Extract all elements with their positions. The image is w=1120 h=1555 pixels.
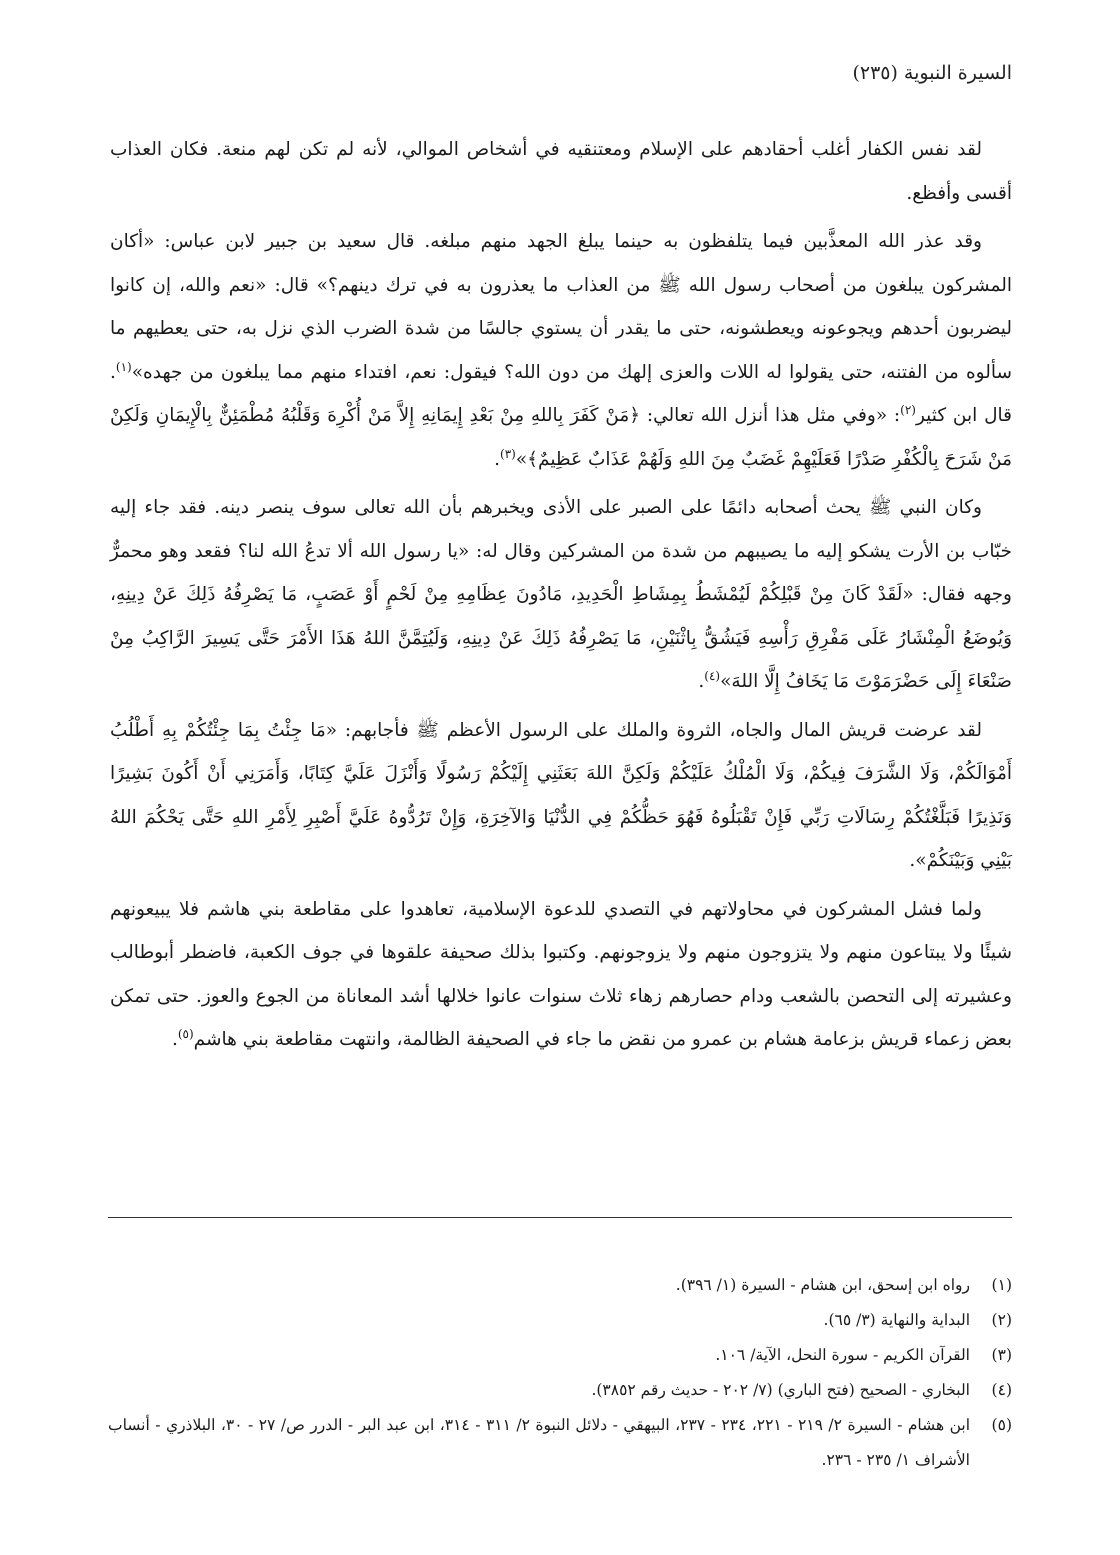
footnote-ref-2[interactable]: (٢) — [900, 402, 916, 417]
footnote-number: (٤) — [991, 1381, 1012, 1399]
footnote-number: (١) — [991, 1276, 1012, 1294]
footnote-item — [108, 1408, 1012, 1478]
footnote-ref-1[interactable]: (١) — [115, 359, 132, 374]
paragraph-2-tail: : «وفي مثل هذا أنزل الله تعالي: ﴿مَنْ كَفَرَ بِاللهِ مِنْ بَعْدِ إِيمَانِهِ إِلاَّ مَنْ أُكْرِهَ وَقَلْبُهُ مُطْمَئِنٌّ بِالْإِيمَانِ وَلَكِنْ مَنْ شَرَحَ بِالْكُفْرِ صَدْرًا فَعَلَيْهِمْ غَضَبٌ مِنَ اللهِ وَلَهُمْ عَذَابٌ عَظِيمٌ﴾» — [110, 405, 1012, 470]
paragraph-3-text: وكان النبي ﷺ يحث أصحابه دائمًا على الصبر على الأذى ويخبرهم بأن الله تعالى سوف ينصر دينه. فقد جاء إليه خبّاب بن الأرت يشكو إليه ما يصيبهم من شدة من المشركين وقال له: «يا رسول الله ألا تدعُ الله لنا؟ فقعد وهو محمرٌّ وجهه فقال: «لَقَدْ كَانَ مِنْ قَبْلِكُمْ لَيُمْشَطُ بِمِشَاطِ الْحَدِيدِ، مَادُونَ عِظَامِهِ مِنْ لَحْمٍ أَوْ عَصَبٍ، مَا يَصْرِفُهُ ذَلِكَ عَنْ دِينِهِ، وَيُوضَعُ الْمِنْشَارُ عَلَى مَفْرِقِ رَأْسِهِ فَيَشُقُّ بِاثْنَيْنِ، مَا يَصْرِفُهُ ذَلِكَ عَنْ دِينِهِ، وَلَيُتِمَّنَّ اللهُ هَذَا الأَمْرَ حَتَّى يَسِيرَ الرَّاكِبُ مِنْ صَنْعَاءَ إِلَى حَضْرَمَوْتَ مَا يَخَافُ إِلَّا اللهَ» — [110, 497, 1012, 692]
footnote-item — [108, 1268, 1012, 1303]
footnote-text: ابن هشام - السيرة ٢/ ٢١٩ - ٢٢١، ٢٣٤ - ٢٣٧، البيهقي - دلائل النبوة ٢/ ٣١١ - ٣١٤، ابن عبد البر - الدرر ص/ ٢٧ - ٣٠، البلاذري - أنساب الأشراف ١/ ٢٣٥ - ٢٣٦. — [108, 1416, 971, 1469]
footnote-text: البداية والنهاية (٣/ ٦٥). — [823, 1311, 970, 1329]
paragraph-1-text: لقد نفس الكفار أغلب أحقادهم على الإسلام ومعتنقيه في أشخاص الموالي، لأنه لم تكن لهم منعة. فكان العذاب أقسى وأفظع. — [110, 139, 1012, 204]
footnote-text: رواه ابن إسحق، ابن هشام - السيرة (١/ ٣٩٦). — [675, 1276, 970, 1294]
footnote-number: (٢) — [991, 1311, 1012, 1329]
paragraph-5-text: ولما فشل المشركون في محاولاتهم في التصدي للدعوة الإسلامية، تعاهدوا على مقاطعة بني هاشم فلا يبيعونهم شيئًا ولا يبتاعون منهم ولا يتزوجون منهم ولا يزوجونهم. وكتبوا بذلك صحيفة علقوها في جوف الكعبة، فاضطر أبوطالب وعشيرته إلى التحصن بالشعب ودام حصارهم زهاء ثلاث سنوات عانوا خلالها أشد المعاناة من الجوع والعوز. حتى تمكن بعض زعماء قريش بزعامة هشام بن عمرو من نقض ما جاء في الصحيفة الظالمة، وانتهت مقاطعة بني هاشم — [110, 898, 1012, 1050]
running-header: السيرة النبوية (٢٣٥) — [852, 62, 1012, 84]
paragraph-3 — [110, 486, 1012, 704]
footnote-text: القرآن الكريم - سورة النحل، الآية/ ١٠٦. — [715, 1346, 970, 1364]
paragraph-1 — [110, 128, 1012, 215]
paragraph-2-end: . — [494, 448, 501, 470]
footnotes — [108, 1268, 1012, 1478]
footnote-ref-3[interactable]: (٣) — [500, 446, 516, 461]
footnote-item — [108, 1338, 1012, 1373]
footnote-separator — [108, 1217, 1012, 1218]
footnote-ref-5[interactable]: (٥) — [177, 1026, 194, 1041]
footnote-item — [108, 1303, 1012, 1338]
paragraph-3-end: . — [698, 671, 705, 692]
footnote-text: البخاري - الصحيح (فتح الباري) (٧/ ٢٠٢ - حديث رقم ٣٨٥٢). — [591, 1381, 970, 1399]
paragraph-2-text: وقد عذر الله المعذَّبين فيما يتلفظون به حينما يبلغ الجهد منهم مبلغه. قال سعيد بن جبير لابن عباس: «أكان المشركون يبلغون من أصحاب رسول الله ﷺ من العذاب ما يعذرون به في ترك دينهم؟» قال: «نعم والله، إن كانوا ليضربون أحدهم ويجوعونه ويعطشونه، حتى ما يقدر أن يستوي جالسًا من شدة الضرب الذي نزل به، حتى يعطيهم ما سألوه من الفتنه، حتى يقولوا له اللات والعزى إلهك من دون الله؟ فيقول: نعم، افتداء منهم مما يبلغون من جهده» — [110, 231, 1012, 383]
paragraph-2 — [110, 220, 1012, 481]
footnote-number: (٥) — [991, 1416, 1012, 1434]
paragraph-2-mid: . قال ابن كثير — [110, 361, 1012, 426]
footnote-item — [108, 1373, 1012, 1408]
paragraph-5-end: . — [171, 1029, 178, 1050]
footnote-number: (٣) — [991, 1346, 1012, 1364]
paragraph-4-text: لقد عرضت قريش المال والجاه، الثروة والملك على الرسول الأعظم ﷺ فأجابهم: «مَا جِئْتُ بِمَا جِئْتُكُمْ بِهِ أَطْلُبُ أَمْوَالَكُمْ، وَلَا الشَّرَفَ فِيكُمْ، وَلَا الْمُلْكُ عَلَيْكُمْ وَلَكِنَّ اللهَ بَعَثَنِي إِلَيْكُمْ رَسُولًا وَأَنْزَلَ عَلَيَّ كِتَابًا، وَأَمَرَنِي أَنْ أَكُونَ بَشِيرًا وَنَذِيرًا فَبَلَّغْتُكُمْ رِسَالَاتِ رَبِّي فَإِنْ تَقْبَلُوهُ فَهُوَ حَظُّكُمْ فِي الدُّنْيَا وَالآخِرَةِ، وَإِنْ تَرُدُّوهُ عَلَيَّ أَصْبِرِ لِأَمْرِ اللهِ حَتَّى يَحْكُمَ اللهُ بَيْنِي وَبَيْنَكُمْ». — [110, 719, 1012, 871]
footnote-ref-4[interactable]: (٤) — [704, 668, 721, 683]
main-text — [110, 128, 1012, 1067]
paragraph-4 — [110, 709, 1012, 883]
paragraph-5 — [110, 888, 1012, 1062]
